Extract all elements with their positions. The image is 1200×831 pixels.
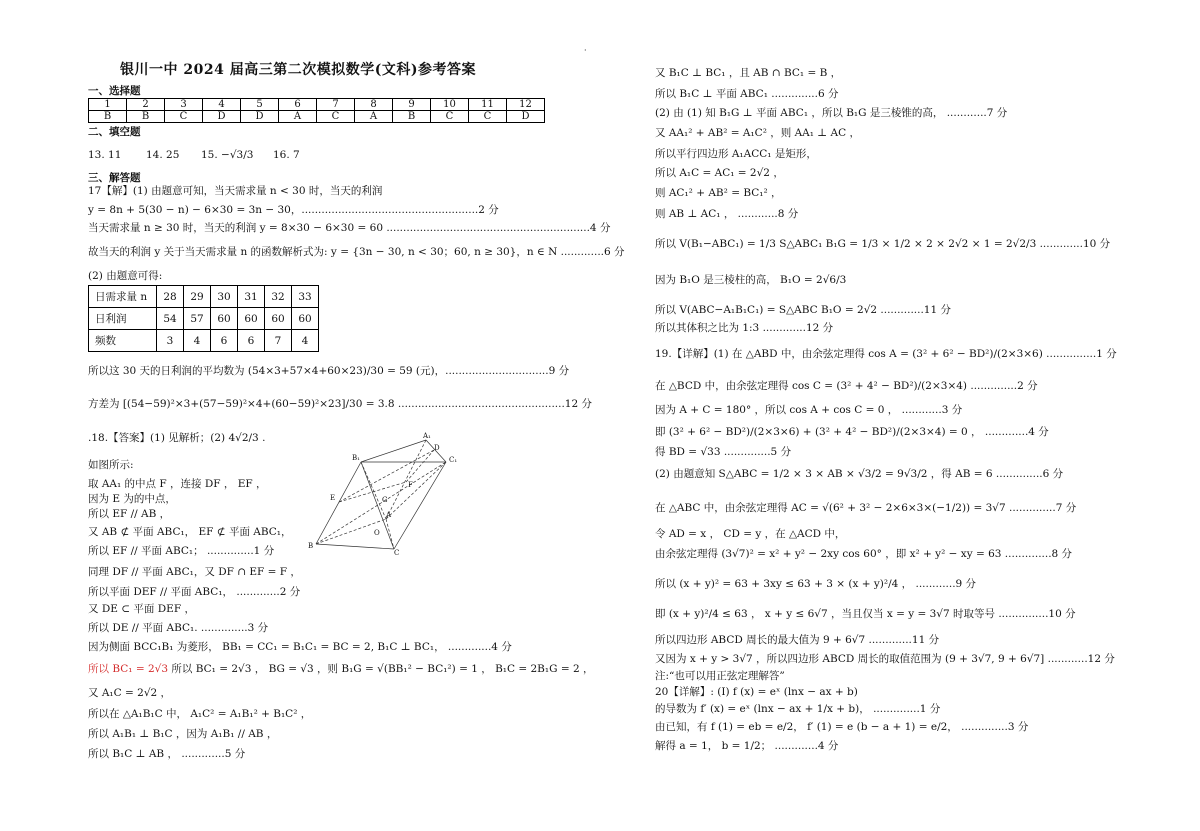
highlighted-bc1: 所以 BC₁ = 2√3 (88, 663, 169, 675)
demand-table (88, 285, 319, 352)
q18-line-7: 同理 DF // 平面 ABC₁，又 DF ∩ EF = F ， (88, 566, 301, 578)
q19-line-5: 得 BD = √33 ..............5 分 (655, 446, 792, 458)
section-fill-heading: 二、填空题 (88, 126, 141, 138)
q20-line-4: 解得 a = 1， b = 1/2； .............4 分 (655, 740, 839, 752)
fill-q14: 14. 25 (146, 149, 180, 161)
answer-value-cell: C (431, 111, 469, 123)
q20-line-2: 的导数为 f′ (x) = eˣ (lnx − ax + 1/x + b)， ..............1 分 (655, 703, 941, 715)
r-line-8: 则 AB ⊥ AC₁ ， ............8 分 (655, 208, 799, 220)
q17-mean: 所以这 30 天的日利润的平均数为 (54×3+57×4+60×23)/30 = 59 (元)，...............................9 分 (88, 365, 570, 377)
q19-line-11: 即 (x + y)²/4 ≤ 63 ， x + y ≤ 6√7 ，当且仅当 x = y = 3√7 时取等号 ...............10 分 (655, 608, 1076, 620)
r-line-10: 因为 B₁O 是三棱柱的高， B₁O = 2√6/3 (655, 274, 847, 286)
label-c: C (394, 549, 400, 557)
r-line-11: 所以 V(ABC−A₁B₁C₁) = S△ABC B₁O = 2√2 .............11 分 (655, 304, 951, 316)
label-a: A (386, 511, 392, 519)
answer-value-cell: B (89, 111, 127, 123)
demand-cell: 60 (211, 308, 238, 330)
answer-value-cell: C (165, 111, 203, 123)
answer-value-cell: D (507, 111, 545, 123)
section-choice-heading: 一、选择题 (88, 85, 141, 97)
answer-number-cell: 6 (279, 99, 317, 111)
demand-cell: 3 (157, 330, 184, 352)
demand-cell: 30 (211, 286, 238, 308)
demand-cell: 7 (265, 330, 292, 352)
q19-note: 注:“也可以用正弦定理解答” (655, 670, 785, 682)
q17-line-3: 当天需求量 n ≥ 30 时，当天的利润 y = 8×30 − 6×30 = 60 .............................................................4 分 (88, 222, 611, 234)
answer-number-cell: 12 (507, 99, 545, 111)
r-line-7: 则 AC₁² + AB² = BC₁² ， (655, 187, 782, 199)
answer-value-cell: D (203, 111, 241, 123)
r-line-2: 所以 B₁C ⊥ 平面 ABC₁ ..............6 分 (655, 88, 839, 100)
demand-cell: 6 (211, 330, 238, 352)
answer-number-cell: 9 (393, 99, 431, 111)
answer-number-cell: 3 (165, 99, 203, 111)
answer-value-cell: C (469, 111, 507, 123)
fill-q16: 16. 7 (273, 149, 300, 161)
q19-line-3: 因为 A + C = 180° ，所以 cos A + cos C = 0 ， ............3 分 (655, 404, 963, 416)
q20-line-1: 20【详解】: (Ⅰ) f (x) = eˣ (lnx − ax + b) (655, 686, 858, 698)
demand-cell: 60 (265, 308, 292, 330)
q18-line-2: 取 AA₁ 的中点 F ，连接 DF ， EF ， (88, 478, 267, 490)
label-e: E (330, 494, 336, 502)
answer-number-cell: 5 (241, 99, 279, 111)
answer-number-cell: 7 (317, 99, 355, 111)
q18-answer: .18.【答案】(1) 见解析；(2) 4√2/3 . (88, 432, 266, 444)
label-o: O (374, 529, 380, 537)
q19-line-1: 19.【详解】(1) 在 △ABD 中，由余弦定理得 cos A = (3² + 6² − BD²)/(2×3×6) ...............1 分 (655, 348, 1117, 360)
demand-cell: 60 (238, 308, 265, 330)
r-line-9: 所以 V(B₁−ABC₁) = 1/3 S△ABC₁ B₁G = 1/3 × 1/2 × 2 × 2√2 × 1 = 2√2/3 .............10 分 (655, 238, 1111, 250)
q18-line-6: 所以 EF // 平面 ABC₁； ..............1 分 (88, 545, 275, 557)
q20-line-3: 由已知，有 f (1) = eb = e/2， f′ (1) = e (b − a + 1) = e/2， ..............3 分 (655, 721, 1029, 733)
r-line-3: (2) 由 (1) 知 B₁G ⊥ 平面 ABC₁ ，所以 B₁G 是三棱锥的高， ............7 分 (655, 107, 1008, 119)
q18-line-14: 所以在 △A₁B₁C 中， A₁C² = A₁B₁² + B₁C² ， (88, 708, 312, 720)
q18-line-10: 所以 DE // 平面 ABC₁. ..............3 分 (88, 622, 269, 634)
q18-line-5: 又 AB ⊄ 平面 ABC₁， EF ⊄ 平面 ABC₁， (88, 526, 292, 538)
demand-cell: 54 (157, 308, 184, 330)
q18-line-13: 又 A₁C = 2√2 ， (88, 687, 172, 699)
q18-line-1: 如图所示: (88, 459, 134, 471)
q18-line-4: 所以 EF // AB ， (88, 508, 171, 520)
dot-mark: · (584, 46, 587, 55)
r-line-1: 又 B₁C ⊥ BC₁ ，且 AB ∩ BC₁ = B ， (655, 67, 842, 79)
demand-cell: 4 (184, 330, 211, 352)
demand-row-label: 频数 (89, 330, 157, 352)
demand-cell: 29 (184, 286, 211, 308)
q19-line-8: 令 AD = x ， CD = y ，在 △ACD 中， (655, 528, 846, 540)
r-line-6: 所以 A₁C = AC₁ = 2√2 ， (655, 167, 784, 179)
q18-line-16: 所以 B₁C ⊥ AB ， .............5 分 (88, 748, 246, 760)
page-title: 银川一中 2024 届高三第二次模拟数学(文科)参考答案 (120, 62, 476, 78)
r-line-5: 所以平行四边形 A₁ACC₁ 是矩形， (655, 148, 817, 160)
label-g: G (382, 496, 388, 504)
q17-line-2: y = 8n + 5(30 − n) − 6×30 = 3n − 30，.....................................................2 分 (88, 204, 499, 216)
answer-number-cell: 1 (89, 99, 127, 111)
q19-line-4: 即 (3² + 6² − BD²)/(2×3×6) + (3² + 4² − BD²)/(2×3×4) = 0 ， .............4 分 (655, 426, 1049, 438)
q18-line-9: 又 DE ⊂ 平面 DEF ， (88, 603, 195, 615)
q18-line-3: 因为 E 为的中点， (88, 493, 176, 505)
answer-value-cell: B (393, 111, 431, 123)
label-d: D (434, 444, 440, 452)
answer-number-cell: 8 (355, 99, 393, 111)
q19-line-6: (2) 由题意知 S△ABC = 1/2 × 3 × AB × √3/2 = 9√3/2 ，得 AB = 6 ..............6 分 (655, 468, 1064, 480)
label-a1: A₁ (423, 432, 431, 440)
fill-q15: 15. −√3/3 (201, 149, 254, 161)
q18-line-12-rest: 所以 BC₁ = 2√3 ， BG = √3 ，则 B₁G = √(BB₁² − BC₁²) = 1 ， B₁C = 2B₁G = 2 ， (171, 663, 594, 675)
prism-figure (306, 432, 556, 557)
demand-cell: 28 (157, 286, 184, 308)
demand-table-row (89, 286, 319, 308)
answer-value-cell: A (279, 111, 317, 123)
r-line-12: 所以其体积之比为 1:3 .............12 分 (655, 322, 834, 334)
answer-value-cell: C (317, 111, 355, 123)
answer-table (88, 98, 545, 123)
label-b1: B₁ (352, 454, 360, 462)
label-b: B (308, 542, 314, 550)
q17-part2: (2) 由题意可得: (88, 270, 163, 282)
q18-line-11: 因为侧面 BCC₁B₁ 为菱形， BB₁ = CC₁ = B₁C₁ = BC = 2, B₁C ⊥ BC₁， .............4 分 (88, 641, 512, 653)
q19-line-9: 由余弦定理得 (3√7)² = x² + y² − 2xy cos 60° ，即 x² + y² − xy = 63 ..............8 分 (655, 548, 1073, 560)
q19-line-10: 所以 (x + y)² = 63 + 3xy ≤ 63 + 3 × (x + y)²/4 ， ............9 分 (655, 578, 977, 590)
answer-value-cell: B (127, 111, 165, 123)
q19-line-13: 又因为 x + y > 3√7 ，所以四边形 ABCD 周长的取值范围为 (9 + 3√7, 9 + 6√7] ............12 分 (655, 653, 1115, 665)
q19-line-2: 在 △BCD 中，由余弦定理得 cos C = (3² + 4² − BD²)/(2×3×4) ..............2 分 (655, 380, 1038, 392)
q17-line-4: 故当天的利润 y 关于当天需求量 n 的函数解析式为: y = {3n − 30, n < 30；60, n ≥ 30}，n ∈ N .............6 分 (88, 246, 625, 258)
q19-line-12: 所以四边形 ABCD 周长的最大值为 9 + 6√7 .............11 分 (655, 634, 940, 646)
demand-cell: 33 (292, 286, 319, 308)
q17-variance: 方差为 [(54−59)²×3+(57−59)²×4+(60−59)²×23]/30 = 3.8 ..................................................12 分 (88, 398, 592, 410)
label-f: F (408, 481, 413, 489)
demand-table-row (89, 308, 319, 330)
demand-cell: 60 (292, 308, 319, 330)
demand-table-row (89, 330, 319, 352)
answer-value-cell: A (355, 111, 393, 123)
demand-cell: 6 (238, 330, 265, 352)
answer-number-cell: 2 (127, 99, 165, 111)
r-line-4: 又 AA₁² + AB² = A₁C² ，则 AA₁ ⊥ AC ， (655, 127, 860, 139)
q17-line-1: 17【解】(1) 由题意可知，当天需求量 n < 30 时，当天的利润 (88, 185, 383, 197)
section-answer-heading: 三、解答题 (88, 172, 141, 184)
demand-cell: 57 (184, 308, 211, 330)
answer-value-cell: D (241, 111, 279, 123)
demand-row-label: 日利润 (89, 308, 157, 330)
q18-line-8: 所以平面 DEF // 平面 ABC₁， .............2 分 (88, 586, 301, 598)
answer-number-cell: 11 (469, 99, 507, 111)
answer-number-cell: 10 (431, 99, 469, 111)
demand-cell: 32 (265, 286, 292, 308)
answer-number-cell: 4 (203, 99, 241, 111)
q18-line-15: 所以 A₁B₁ ⊥ B₁C ，因为 A₁B₁ // AB ， (88, 728, 278, 740)
answer-value-row (89, 111, 545, 123)
demand-cell: 31 (238, 286, 265, 308)
demand-row-label: 日需求量 n (89, 286, 157, 308)
answer-number-row (89, 99, 545, 111)
fill-q13: 13. 11 (88, 149, 122, 161)
q19-line-7: 在 △ABC 中，由余弦定理得 AC = √(6² + 3² − 2×6×3×(−1/2)) = 3√7 ..............7 分 (655, 502, 1077, 514)
demand-cell: 4 (292, 330, 319, 352)
q18-line-12 (88, 663, 594, 676)
label-c1: C₁ (449, 456, 458, 464)
